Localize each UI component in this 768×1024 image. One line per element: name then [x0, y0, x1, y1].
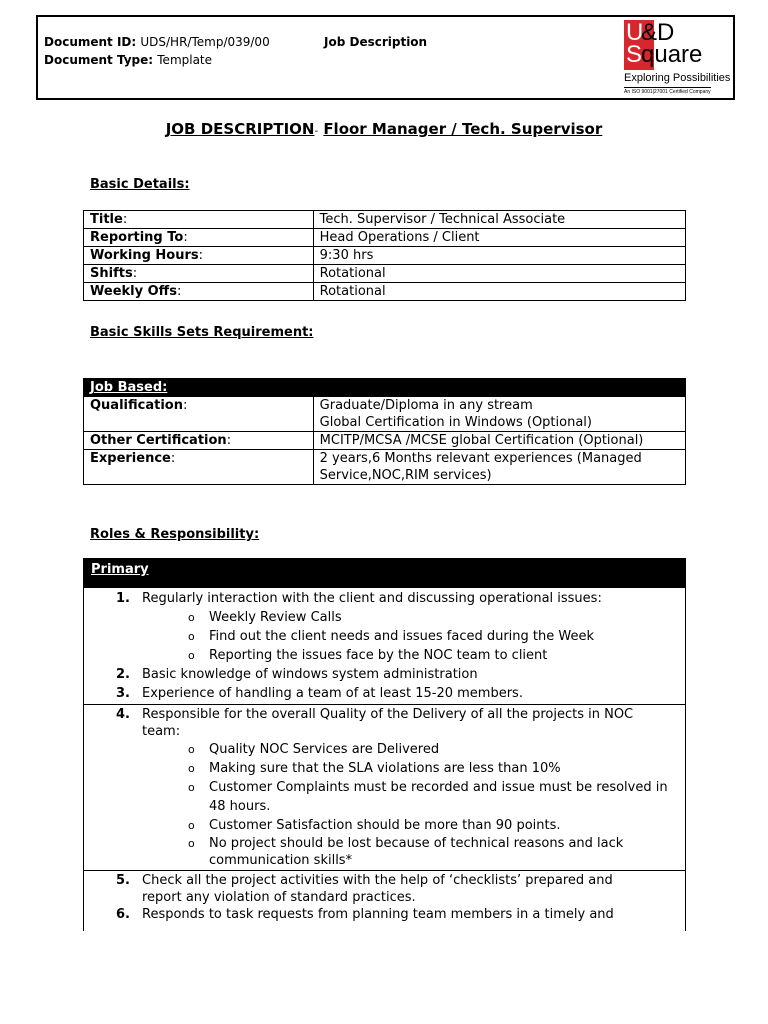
- skills-heading: Basic Skills Sets Requirement:: [90, 325, 314, 340]
- row-label: Title:: [84, 211, 314, 229]
- roles-cell-1: [83, 588, 686, 705]
- row-label: Experience:: [84, 450, 314, 485]
- roles-cell-2: [83, 705, 686, 871]
- sub-item: o No project should be lost because of technical reasons and lack: [188, 836, 624, 851]
- document-type-label: Document Type:: [44, 53, 154, 67]
- logo-letter-u: U: [626, 19, 644, 46]
- row-value: Head Operations / Client: [313, 229, 685, 247]
- roles-table: [83, 558, 686, 931]
- primary-header: Primary: [83, 558, 686, 588]
- row-label: Reporting To:: [84, 229, 314, 247]
- table-row: [84, 450, 686, 485]
- row-value: 2 years,6 Months relevant experiences (Managed Service,NOC,RIM services): [313, 450, 685, 485]
- basic-details-table: [83, 210, 686, 301]
- table-header-row: [84, 379, 686, 397]
- sub-item: o Making sure that the SLA violations are less than 10%: [188, 761, 561, 776]
- row-label: Shifts:: [84, 265, 314, 283]
- table-row: [84, 283, 686, 301]
- document-id-label: Document ID:: [44, 35, 137, 49]
- sub-item: o Find out the client needs and issues faced during the Week: [188, 629, 595, 644]
- sub-item: o Customer Satisfaction should be more than 90 points.: [188, 818, 561, 833]
- row-value: Graduate/Diploma in any stream Global Certification in Windows (Optional): [313, 397, 685, 432]
- table-row: [84, 211, 686, 229]
- sub-item-continuation: communication skills*: [209, 853, 353, 868]
- logo-iso-line: An ISO 9001|27001 Certified Company: [624, 89, 711, 95]
- table-row: [84, 247, 686, 265]
- row-value: 9:30 hrs: [313, 247, 685, 265]
- list-item: 1. Regularly interaction with the client and discussing operational issues:: [116, 591, 602, 606]
- document-id: [44, 35, 270, 49]
- company-logo: [624, 20, 729, 97]
- list-item: 2. Basic knowledge of windows system administration: [116, 667, 478, 682]
- page-title: [0, 120, 768, 138]
- logo-text-quare: quare: [641, 41, 703, 68]
- list-item-continuation: report any violation of standard practices.: [142, 890, 416, 905]
- job-based-header: Job Based:: [84, 379, 686, 397]
- table-row: [84, 432, 686, 450]
- list-item: 4. Responsible for the overall Quality of the Delivery of all the projects in NOC: [116, 707, 634, 722]
- logo-tagline: Exploring Possibilities: [624, 72, 731, 84]
- list-item: 6. Responds to task requests from planning team members in a timely and: [116, 907, 614, 922]
- row-value: Rotational: [313, 265, 685, 283]
- title-main: JOB DESCRIPTION: [165, 120, 315, 138]
- row-label: Qualification:: [84, 397, 314, 432]
- basic-details-heading: Basic Details:: [90, 177, 190, 192]
- row-value: Rotational: [313, 283, 685, 301]
- table-row: [84, 397, 686, 432]
- list-item: 3. Experience of handling a team of at least 15-20 members.: [116, 686, 523, 701]
- row-label: Working Hours:: [84, 247, 314, 265]
- roles-heading: Roles & Responsibility:: [90, 527, 260, 542]
- sub-item: o Customer Complaints must be recorded and issue must be resolved in: [188, 780, 668, 795]
- header-center-title: Job Description: [324, 35, 428, 49]
- sub-item: o Weekly Review Calls: [188, 610, 342, 625]
- roles-cell-3: [83, 871, 686, 931]
- sub-item-continuation: 48 hours.: [209, 799, 271, 814]
- title-separator: -: [314, 126, 319, 137]
- row-label: Other Certification:: [84, 432, 314, 450]
- list-item-continuation: team:: [142, 724, 181, 739]
- skills-table: [83, 378, 686, 485]
- row-value: Tech. Supervisor / Technical Associate: [313, 211, 685, 229]
- sub-item: o Quality NOC Services are Delivered: [188, 742, 440, 757]
- row-value: MCITP/MCSA /MCSE global Certification (Optional): [313, 432, 685, 450]
- sub-item: o Reporting the issues face by the NOC team to client: [188, 648, 548, 663]
- document-type: [44, 53, 212, 67]
- list-item: 5. Check all the project activities with the help of ‘checklists’ prepared and: [116, 873, 613, 888]
- table-row: [84, 265, 686, 283]
- title-role: Floor Manager / Tech. Supervisor: [323, 120, 603, 138]
- logo-text-d: &D: [641, 19, 675, 46]
- document-header: [36, 15, 735, 100]
- logo-letter-s: S: [626, 41, 643, 68]
- row-label: Weekly Offs:: [84, 283, 314, 301]
- document-id-value: UDS/HR/Temp/039/00: [140, 35, 270, 49]
- table-row: [84, 229, 686, 247]
- document-type-value: Template: [157, 53, 213, 67]
